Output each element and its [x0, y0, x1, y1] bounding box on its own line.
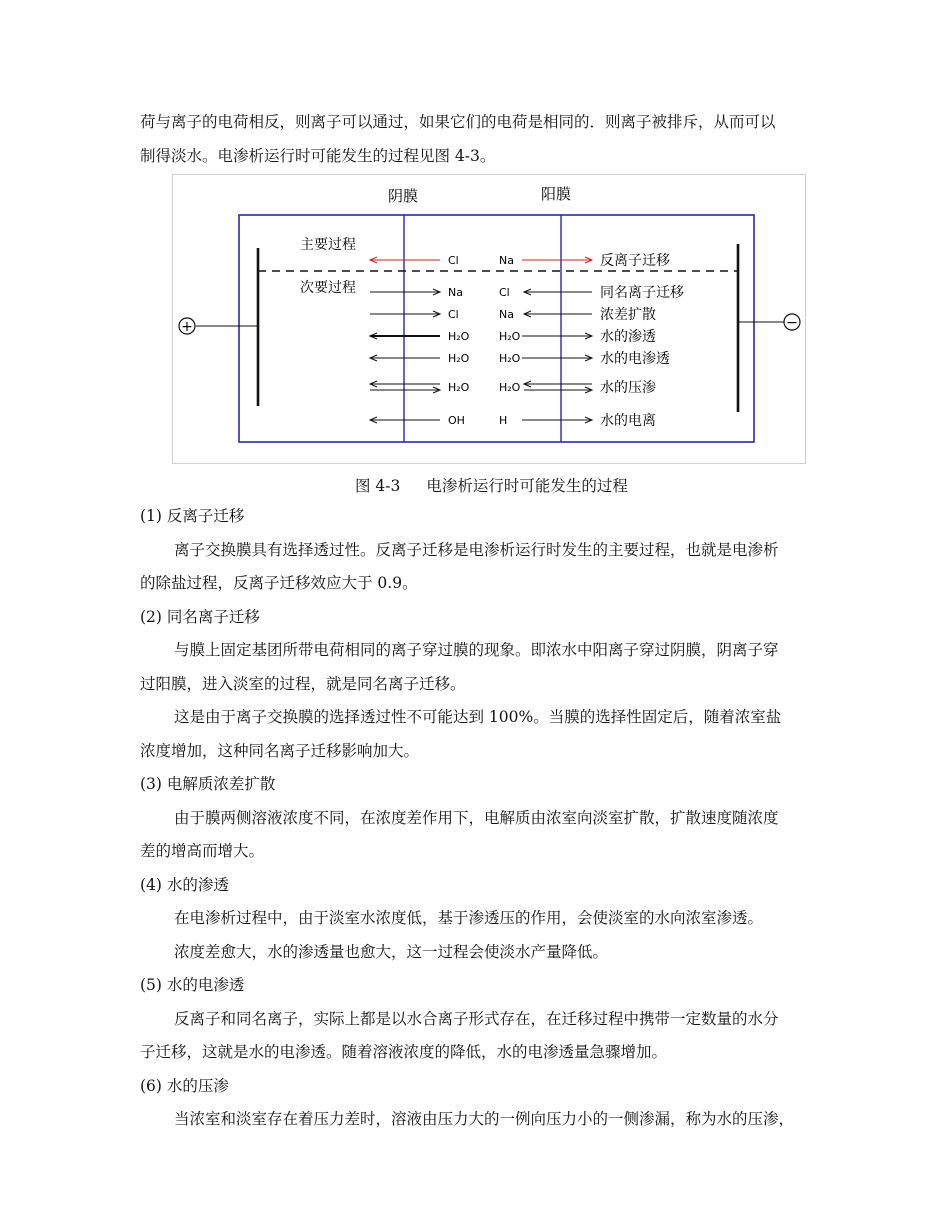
- right-species: Na: [499, 254, 514, 267]
- main-process-label: 主要过程: [300, 237, 356, 253]
- section-heading: (6) 水的压渗: [140, 1077, 229, 1095]
- paragraph-line: 这是由于离子交换膜的选择透过性不可能达到 100%。当膜的选择性固定后，随着浓室盐: [174, 708, 782, 726]
- paragraph-line: 浓度增加，这种同名离子迁移影响加大。: [140, 742, 420, 760]
- right-species: H: [499, 414, 508, 427]
- anode-membrane-label: 阳膜: [540, 185, 572, 203]
- cathode-membrane-label: 阴膜: [387, 187, 419, 205]
- electrodialysis-figure: [172, 174, 806, 464]
- process-name: 反离子迁移: [600, 253, 670, 269]
- minus-sign: −: [786, 315, 798, 331]
- left-species: H₂O: [448, 330, 470, 343]
- process-name: 水的压渗: [600, 380, 656, 396]
- section-heading: (3) 电解质浓差扩散: [140, 775, 276, 793]
- right-species: H₂O: [499, 381, 521, 394]
- figure-frame: [173, 175, 806, 464]
- paragraph-line: 差的增高而增大。: [140, 842, 265, 860]
- process-name: 浓差扩散: [600, 307, 656, 323]
- right-species: H₂O: [499, 330, 521, 343]
- left-species: H₂O: [448, 352, 470, 365]
- paragraph-line: 离子交换膜具有选择透过性。反离子迁移是电渗析运行时发生的主要过程，也就是电渗析: [174, 541, 779, 559]
- left-species: OH: [448, 414, 465, 427]
- section-heading: (2) 同名离子迁移: [140, 608, 260, 626]
- paragraph-line: 浓度差愈大，水的渗透量也愈大，这一过程会使淡水产量降低。: [174, 943, 609, 961]
- paragraph-line: 当浓室和淡室存在着压力差时，溶液由压力大的一例向压力小的一侧渗漏，称为水的压渗，: [174, 1110, 795, 1128]
- secondary-process-label: 次要过程: [300, 280, 356, 296]
- paragraph-line: 在电渗析过程中，由于淡室水浓度低，基于渗透压的作用，会使淡室的水向浓室渗透。: [174, 909, 764, 927]
- figure-number: 图 4-3: [355, 477, 401, 495]
- process-name: 同名离子迁移: [600, 285, 684, 301]
- process-name: 水的渗透: [600, 329, 656, 345]
- process-name: 水的电渗透: [600, 351, 670, 367]
- paragraph-line: 子迁移，这就是水的电渗透。随着溶液浓度的降低，水的电渗透量急骤增加。: [140, 1043, 668, 1061]
- right-species: Cl: [499, 286, 510, 299]
- plus-sign: +: [181, 319, 193, 335]
- right-species: H₂O: [499, 352, 521, 365]
- left-species: Cl: [448, 308, 459, 321]
- section-heading: (1) 反离子迁移: [140, 507, 245, 525]
- paragraph-line: 由于膜两侧溶液浓度不同，在浓度差作用下，电解质由浓室向淡室扩散，扩散速度随浓度: [174, 809, 779, 827]
- paragraph-line: 的除盐过程，反离子迁移效应大于 0.9。: [140, 574, 418, 592]
- left-species: Cl: [448, 254, 459, 267]
- right-species: Na: [499, 308, 514, 321]
- paragraph-line: 过阳膜，进入淡室的过程，就是同名离子迁移。: [140, 675, 466, 693]
- section-heading: (4) 水的渗透: [140, 876, 229, 894]
- left-species: H₂O: [448, 381, 470, 394]
- figure-title: 电渗析运行时可能发生的过程: [426, 477, 628, 495]
- paragraph-line: 反离子和同名离子，实际上都是以水合离子形式存在，在迁移过程中携带一定数量的水分: [174, 1010, 779, 1028]
- paragraph-line: 荷与离子的电荷相反，则离子可以通过，如果它们的电荷是相同的．则离子被排斥，从而可以: [140, 113, 776, 131]
- process-name: 水的电离: [600, 413, 656, 429]
- section-heading: (5) 水的电渗透: [140, 976, 245, 994]
- figure-caption: [355, 474, 628, 496]
- paragraph-line: 与膜上固定基团所带电荷相同的离子穿过膜的现象。即浓水中阳离子穿过阴膜，阴离子穿: [174, 641, 779, 659]
- left-species: Na: [448, 286, 463, 299]
- paragraph-line: 制得淡水。电渗析运行时可能发生的过程见图 4-3。: [140, 147, 496, 165]
